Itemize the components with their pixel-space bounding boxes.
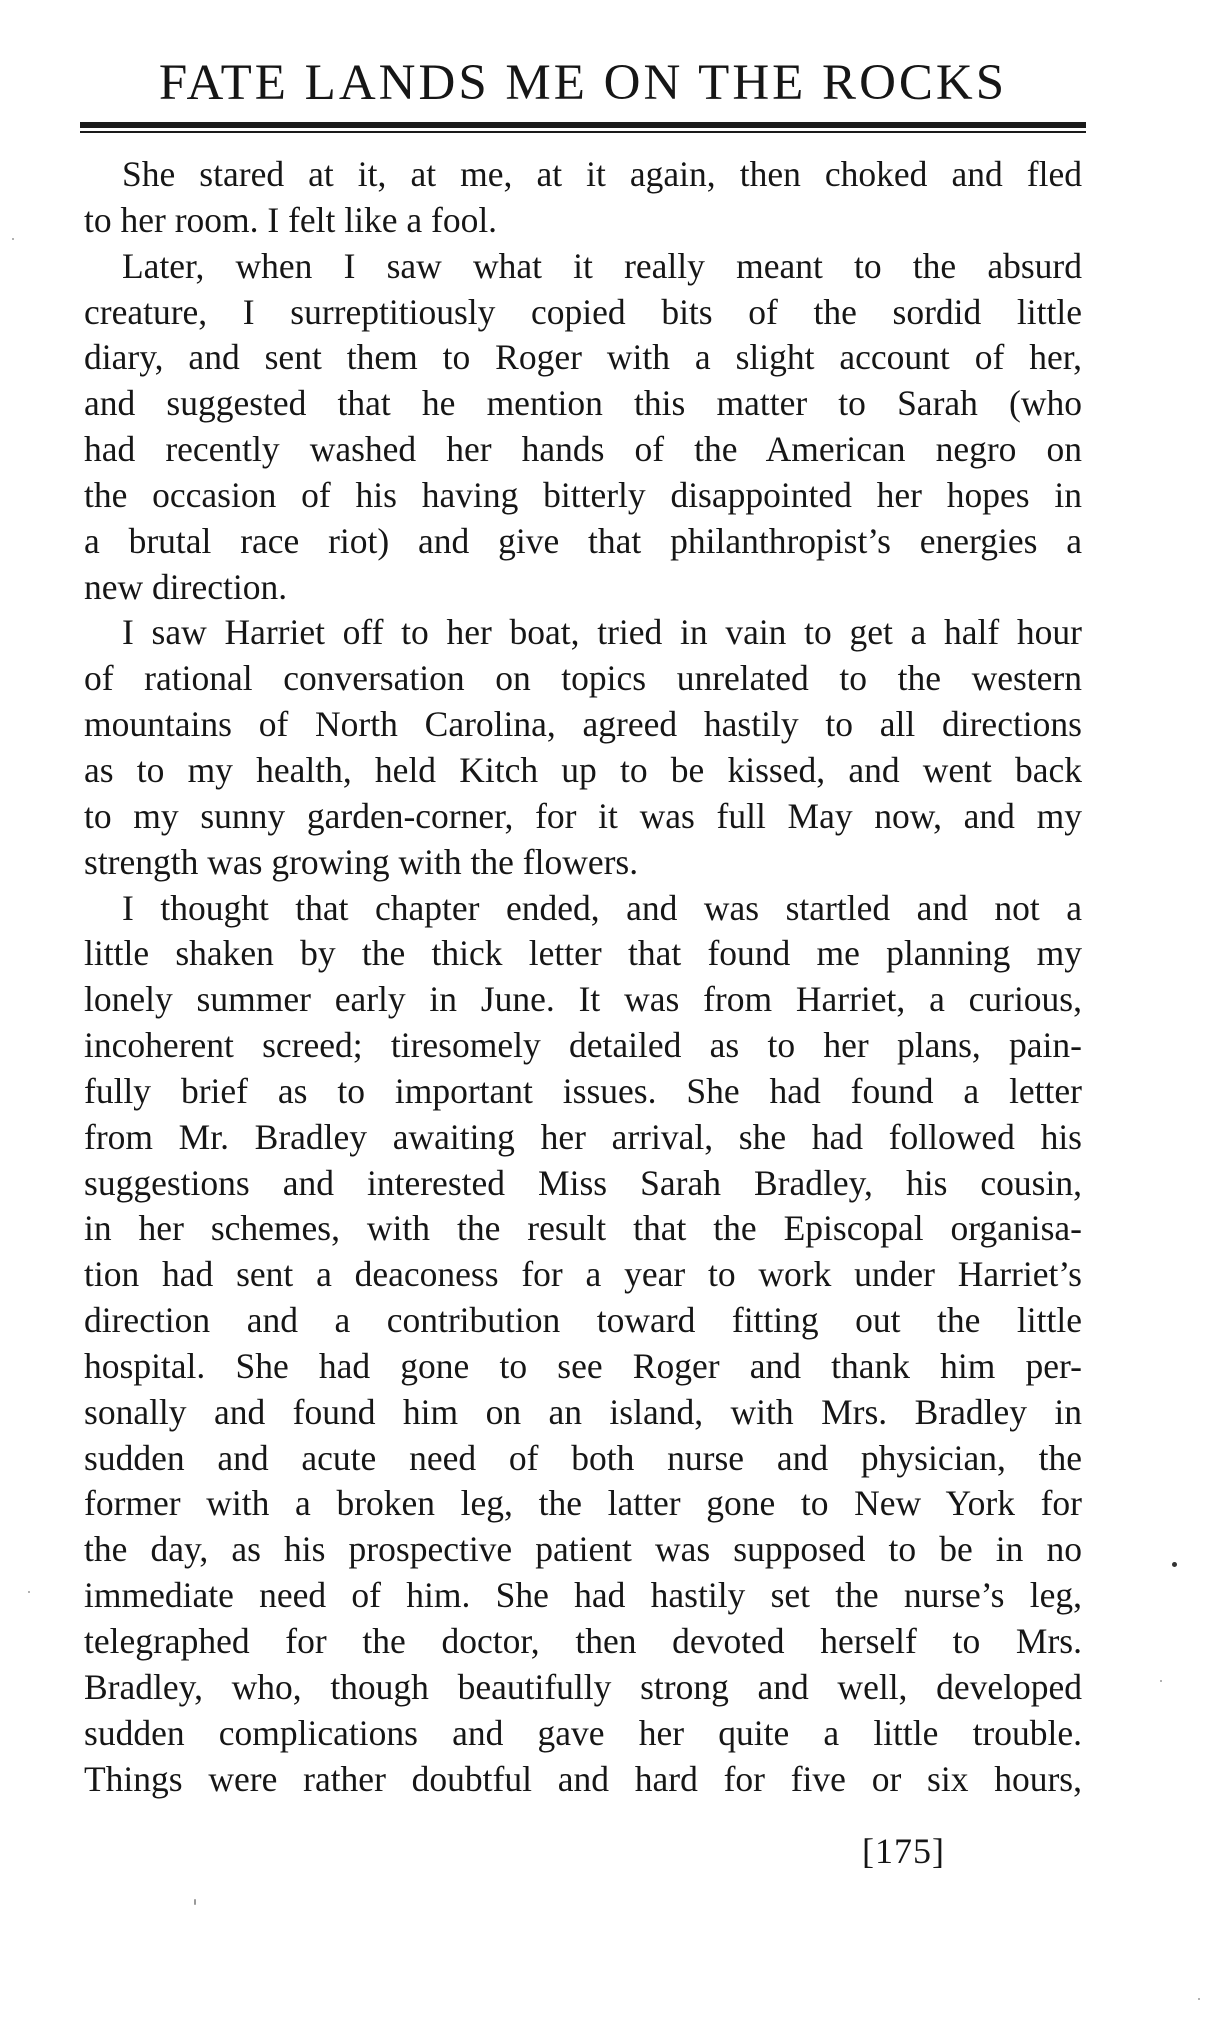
paragraph [84, 152, 1082, 244]
header-rule-thick [80, 122, 1086, 128]
text-line: the day, as his prospective patient was supposed to be in no [84, 1529, 1082, 1570]
paper-speck [12, 238, 14, 240]
paper-speck [194, 1899, 196, 1905]
text-line: creature, I surreptitiously copied bits of the sordid little [84, 291, 1082, 332]
text-line: strength was growing with the flowers. [84, 841, 639, 882]
text-line: incoherent screed; tiresomely detailed as to her plans, pain- [84, 1025, 1082, 1066]
paper-speck [28, 1591, 30, 1593]
text-line: telegraphed for the doctor, then devoted herself to Mrs. [84, 1621, 1082, 1661]
paragraph [84, 244, 1082, 611]
text-line: hospital. She had gone to see Roger and thank him per- [84, 1345, 1082, 1386]
text-line: a brutal race riot) and give that philanthropist’s energies a [84, 520, 1082, 561]
paper-speck [1198, 1998, 1200, 2000]
text-line: to my sunny garden-corner, for it was full May now, and my [84, 795, 1082, 836]
text-line: little shaken by the thick letter that found me planning my [84, 933, 1082, 974]
paper-speck [1172, 1562, 1177, 1567]
text-line: former with a broken leg, the latter gone to New York for [84, 1483, 1082, 1524]
text-line: and suggested that he mention this matter to Sarah (who [84, 383, 1082, 424]
text-line: sonally and found him on an island, with Mrs. Bradley in [84, 1391, 1082, 1432]
body-text [84, 152, 1082, 1802]
text-line: in her schemes, with the result that the Episcopal organisa- [84, 1208, 1082, 1249]
running-head: FATE LANDS ME ON THE ROCKS [158, 55, 1008, 111]
text-line: diary, and sent them to Roger with a slight account of her, [84, 337, 1082, 378]
text-line: I saw Harriet off to her boat, tried in vain to get a half hour [122, 612, 1082, 653]
paragraph [84, 886, 1082, 1803]
text-line: lonely summer early in June. It was from Harriet, a curious, [84, 979, 1082, 1020]
text-line: I thought that chapter ended, and was startled and not a [122, 887, 1082, 928]
text-line: the occasion of his having bitterly disappointed her hopes in [84, 474, 1082, 515]
text-line: sudden and acute need of both nurse and physician, the [84, 1437, 1082, 1478]
text-line: had recently washed her hands of the American negro on [84, 429, 1082, 470]
text-line: to her room. I felt like a fool. [84, 199, 498, 240]
text-line: as to my health, held Kitch up to be kissed, and went back [84, 749, 1082, 790]
text-line: fully brief as to important issues. She had found a letter [84, 1070, 1082, 1111]
header-rule-thin [80, 131, 1086, 133]
text-line: of rational conversation on topics unrelated to the western [84, 658, 1082, 699]
text-line: immediate need of him. She had hastily set the nurse’s leg, [84, 1575, 1082, 1616]
text-line: Later, when I saw what it really meant to the absurd [122, 245, 1082, 286]
text-line: sudden complications and gave her quite a little trouble. [84, 1712, 1082, 1753]
page-number: [175] [862, 1831, 945, 1871]
text-line: suggestions and interested Miss Sarah Bradley, his cousin, [84, 1162, 1082, 1203]
text-line: mountains of North Carolina, agreed hastily to all directions [84, 704, 1082, 745]
text-line: tion had sent a deaconess for a year to work under Harriet’s [84, 1254, 1082, 1295]
text-line: new direction. [84, 566, 288, 607]
text-line: Bradley, who, though beautifully strong and well, developed [84, 1666, 1082, 1707]
text-line: direction and a contribution toward fitting out the little [84, 1300, 1082, 1341]
text-line: She stared at it, at me, at it again, then choked and fled [122, 154, 1082, 194]
paragraph [84, 610, 1082, 885]
text-line: Things were rather doubtful and hard for five or six hours, [84, 1758, 1082, 1799]
text-line: from Mr. Bradley awaiting her arrival, she had followed his [84, 1116, 1082, 1157]
paper-speck [1160, 1680, 1162, 1682]
